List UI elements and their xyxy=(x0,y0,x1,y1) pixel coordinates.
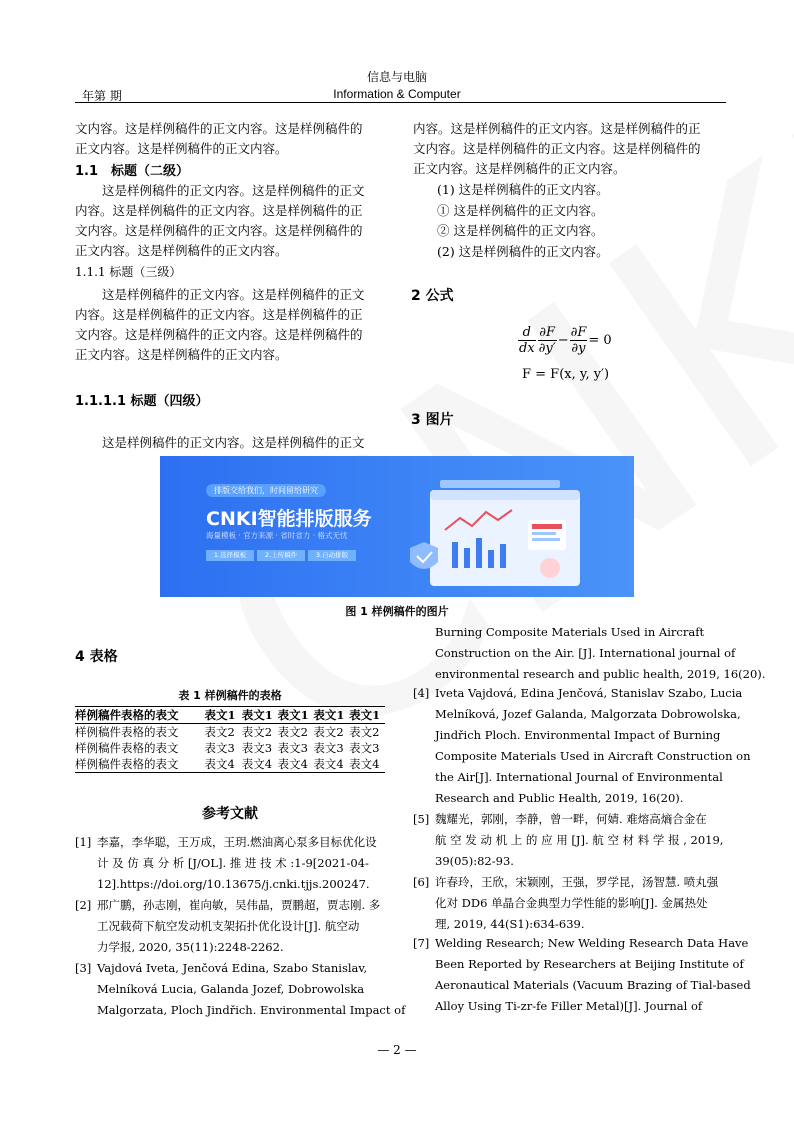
table-cell: 表文3 xyxy=(241,741,273,755)
banner-step: 3.自动排版 xyxy=(308,550,356,561)
banner-tag: 排版交给我们，时间留给研究 xyxy=(206,484,326,497)
list-item: (2) 这是样例稿件的正文内容。 xyxy=(437,244,609,259)
paragraph-line: 文内容。这是样例稿件的正文内容。这是样例稿件的 xyxy=(75,121,363,136)
section-3-heading: 3 图片 xyxy=(411,412,454,428)
reference-line: Vajdová Iveta, Jenčová Edina, Szabo Stanislav, xyxy=(97,961,368,975)
banner-step: 2.上传稿件 xyxy=(257,550,305,561)
figure-banner xyxy=(160,456,634,597)
table-cell: 表文4 xyxy=(313,756,349,773)
reference-number: [4] xyxy=(413,686,430,700)
paragraph-line: 这是样例稿件的正文内容。这是样例稿件的正文 xyxy=(102,435,365,450)
paragraph-line: 正文内容。这是样例稿件的正文内容。 xyxy=(75,243,288,258)
reference-line: Been Reported by Researchers at Beijing Institute of xyxy=(435,957,744,971)
section-2-heading: 2 公式 xyxy=(411,288,454,304)
reference-line: Melníková Lucia, Galanda Jozef, Dobrowolska xyxy=(97,982,365,996)
reference-line: the Air[J]. International Journal of Environmental xyxy=(435,770,723,784)
reference-item xyxy=(413,683,751,809)
list-item: (1) 这是样例稿件的正文内容。 xyxy=(437,182,609,197)
formula-rhs: = 0 xyxy=(588,333,612,348)
reference-line: Composite Materials Used in Aircraft Construction on xyxy=(435,749,751,763)
section-4-heading: 4 表格 xyxy=(75,649,118,665)
heading-1-1-1-1: 1.1.1.1 标题（四级） xyxy=(75,394,209,409)
paragraph-line: 文内容。这是样例稿件的正文内容。这是样例稿件的 xyxy=(75,223,363,238)
table-cell: 样例稿件表格的表文 xyxy=(75,725,179,739)
list-item: ② 这是样例稿件的正文内容。 xyxy=(437,223,604,238)
paragraph-line: 内容。这是样例稿件的正文内容。这是样例稿件的正 xyxy=(75,203,363,218)
reference-line: Research and Public Health, 2019, 16(20). xyxy=(435,791,684,805)
table-cell: 表文2 xyxy=(241,725,273,739)
reference-line: 12].https://doi.org/10.13675/j.cnki.tjjs.200247. xyxy=(97,877,370,891)
reference-line: Burning Composite Materials Used in Aircraft xyxy=(435,625,705,639)
table-cell: 表文4 xyxy=(349,756,385,773)
frac-d-dx: $\frac{d}{dx}$ xyxy=(519,325,535,356)
issue-label: 年第 期 xyxy=(82,89,122,103)
table-header-cell: 表文1 xyxy=(349,707,385,724)
reference-line: 李嘉，李华聪，王万成，王玥.燃油离心泵多目标优化设 xyxy=(97,835,377,849)
reference-item xyxy=(413,809,723,872)
heading-1-1: 1.1 标题（二级） xyxy=(75,164,190,179)
reference-item xyxy=(75,832,385,895)
reference-line: Melníková, Jozef Galanda, Malgorzata Dobrowolska, xyxy=(435,707,741,721)
paragraph-line: 文内容。这是样例稿件的正文内容。这是样例稿件的 xyxy=(413,141,701,156)
reference-line: 力学报, 2020, 35(11):2248-2262. xyxy=(97,940,284,954)
frac-dF-dy: $\frac{\partial F}{\partial y}$ xyxy=(570,325,587,356)
dashboard-illustration xyxy=(400,470,600,592)
banner-steps xyxy=(206,550,356,561)
page-number: — 2 — xyxy=(377,1043,417,1057)
journal-title-en: Information & Computer xyxy=(333,87,461,101)
reference-line: 魏耀光，郭刚，李静，曾一畔，何婧. 难熔高熵合金在 xyxy=(435,812,707,826)
reference-line: 计 及 仿 真 分 析 [J/OL]. 推 进 技 术 :1-9[2021-04- xyxy=(97,856,369,870)
table-cell: 表文3 xyxy=(313,741,344,755)
formula-2: F = F(x, y, y′) xyxy=(522,367,610,382)
reference-line: 理, 2019, 44(S1):634-639. xyxy=(435,917,585,931)
header-rule xyxy=(75,102,726,103)
reference-line: Welding Research; New Welding Research Data Have xyxy=(435,936,749,950)
table-cell: 表文3 xyxy=(277,741,308,755)
reference-number: [5] xyxy=(413,812,430,826)
table-cell: 表文4 xyxy=(278,756,314,773)
paragraph-line: 正文内容。这是样例稿件的正文内容。 xyxy=(75,141,288,156)
reference-line: Iveta Vajdová, Edina Jenčová, Stanislav Szabo, Lucia xyxy=(435,686,743,700)
journal-title: 信息与电脑 xyxy=(366,70,427,84)
reference-line: 邢广鹏，孙志刚，崔向敏，吴伟晶，贾鹏超，贾志刚. 多 xyxy=(97,898,381,912)
reference-number: [7] xyxy=(413,936,430,950)
reference-number: [3] xyxy=(75,961,92,975)
table-header-row xyxy=(75,707,385,724)
table-header-cell: 样例稿件表格的表文 xyxy=(75,707,194,724)
reference-line: 航 空 发 动 机 上 的 应 用 [J]. 航 空 材 料 学 报 , 2019, xyxy=(435,833,724,847)
reference-line: environmental research and public health, 2019, 16(20). xyxy=(435,667,766,681)
paragraph-line: 正文内容。这是样例稿件的正文内容。 xyxy=(413,161,626,176)
paragraph-line: 正文内容。这是样例稿件的正文内容。 xyxy=(75,347,288,362)
reference-line: 39(05):82-93. xyxy=(435,854,514,868)
paragraph-line: 这是样例稿件的正文内容。这是样例稿件的正文 xyxy=(102,183,365,198)
formula-1: $\frac{d}{dx}$ $\frac{\partial F}{\partial y'}$ − $\frac{\partial F}{\partial y}$ = 0 xyxy=(519,325,612,356)
table-cell: 表文2 xyxy=(204,725,235,739)
table-header-cell: 表文1 xyxy=(194,707,241,724)
paragraph-line: 内容。这是样例稿件的正文内容。这是样例稿件的正 xyxy=(413,121,701,136)
reference-item xyxy=(75,895,385,958)
paragraph-line: 文内容。这是样例稿件的正文内容。这是样例稿件的 xyxy=(75,327,363,342)
paragraph-line: 内容。这是样例稿件的正文内容。这是样例稿件的正 xyxy=(75,307,363,322)
table-header-cell: 表文1 xyxy=(242,707,278,724)
reference-number: [2] xyxy=(75,898,92,912)
paragraph-line: 这是样例稿件的正文内容。这是样例稿件的正文 xyxy=(102,287,365,302)
reference-line: Construction on the Air. [J]. International journal of xyxy=(435,646,736,660)
table-header-cell: 表文1 xyxy=(313,707,349,724)
table-row xyxy=(75,724,385,741)
table-cell: 表文2 xyxy=(349,725,380,739)
banner-title: CNKI智能排版服务 xyxy=(206,508,372,530)
table-cell: 表文3 xyxy=(349,741,380,755)
banner-step: 1.选择模板 xyxy=(206,550,254,561)
table-row xyxy=(75,740,385,756)
reference-number: [1] xyxy=(75,835,92,849)
reference-line: Malgorzata, Ploch Jindřich. Environmental Impact of xyxy=(97,1003,406,1017)
reference-number: [6] xyxy=(413,875,430,889)
reference-line: Aeronautical Materials (Vacuum Brazing of Tial-based xyxy=(435,978,751,992)
reference-item xyxy=(413,933,751,1017)
reference-line: 许春玲，王欣，宋颖刚，王强，罗学昆，汤智慧. 喷丸强 xyxy=(435,875,719,889)
reference-line: Alloy Using Ti-zr-fe Filler Metal)[J]. Journal of xyxy=(435,999,703,1013)
reference-line: 化对 DD6 单晶合金典型力学性能的影响[J]. 金属热处 xyxy=(435,896,708,910)
table-cell: 表文2 xyxy=(277,725,308,739)
figure-caption: 图 1 样例稿件的图片 xyxy=(345,605,449,618)
table-cell: 表文3 xyxy=(204,741,235,755)
references-title: 参考文献 xyxy=(202,806,258,822)
reference-item-continued xyxy=(413,622,766,685)
table-caption: 表 1 样例稿件的表格 xyxy=(178,689,282,702)
table-cell: 表文2 xyxy=(313,725,344,739)
table-cell: 表文4 xyxy=(194,756,241,773)
table-cell: 样例稿件表格的表文 xyxy=(75,756,194,773)
reference-item xyxy=(413,872,723,935)
sample-table xyxy=(75,706,385,773)
heading-1-1-1: 1.1.1 标题（三级） xyxy=(75,265,182,279)
table-cell: 表文4 xyxy=(242,756,278,773)
reference-line: 工况载荷下航空发动机支架拓扑优化设计[J]. 航空动 xyxy=(97,919,360,933)
banner-subtitle: 海量模板 · 官方来源 · 省时省力 · 格式无忧 xyxy=(206,531,348,540)
table-header-cell: 表文1 xyxy=(278,707,314,724)
reference-item xyxy=(75,958,406,1021)
list-item: ① 这是样例稿件的正文内容。 xyxy=(437,203,604,218)
frac-dF-dyp: $\frac{\partial F}{\partial y'}$ xyxy=(538,325,556,356)
table-cell: 样例稿件表格的表文 xyxy=(75,741,179,755)
reference-line: Jindřich Ploch. Environmental Impact of Burning xyxy=(435,728,721,742)
table-row xyxy=(75,756,385,773)
